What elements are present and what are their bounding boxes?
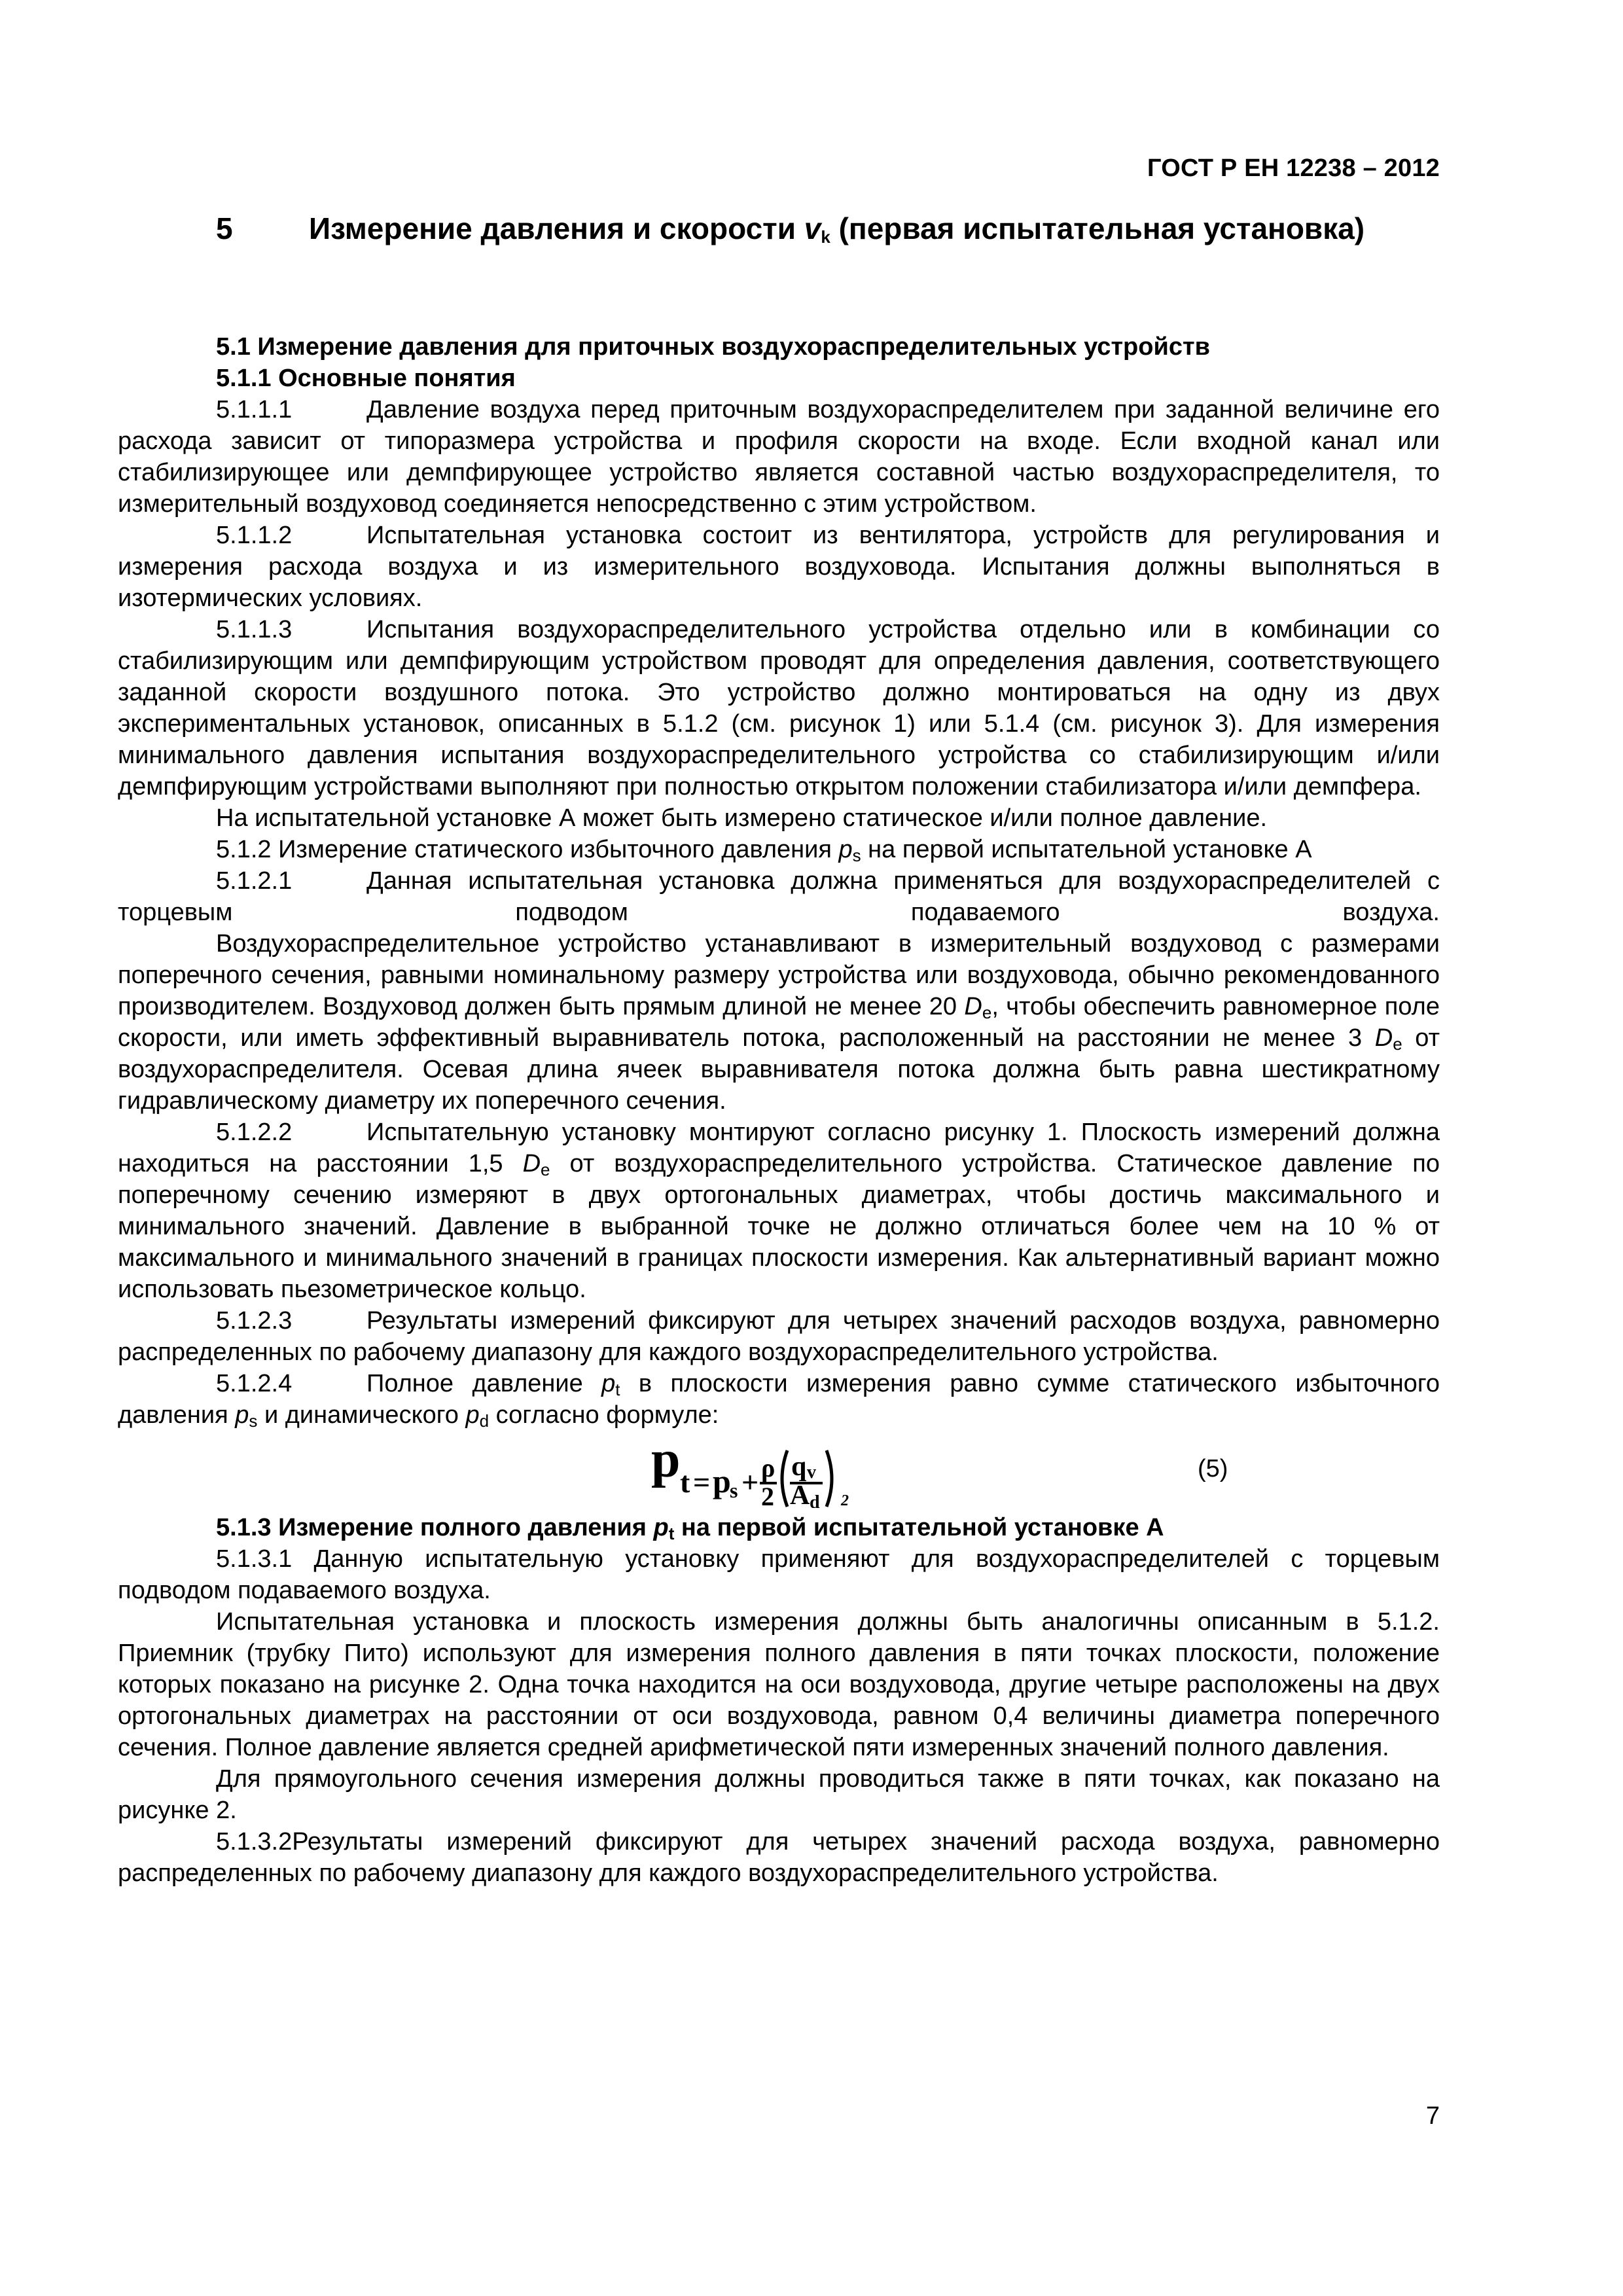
paragraph-text: Испытания воздухораспределительного устройства отдельно или в комбинации со стабилизирующим или демпфирующим устройством проводят для определения давления, соответствующего заданной скорости воздушного потока. Это устройство должно монтироваться на одну из двух экспериментальных установок, описанных в 5.1.2 (см. рисунок 1) или 5.1.4 (см. рисунок 3). Для измерения минимального давления испытания воздухораспределительного устройства со стабилизирующим и/или демпфирующим устройствами выполняют при полностью открытом положении стабилизатора и/или демпфера. [118,616,1440,800]
section-title-part-b: (первая испытательная установка) [830,211,1365,245]
paragraph-text: от воздухораспределительного устройства. Статическое давление по поперечному сечению измеряют в двух ортогональных диаметрах, чтобы достичь максимального и минимального значений. Давление в выбранной точке не должно отличаться более чем на 10 % от максимального и минимального значений в границах плоскости измерения. Как альтернативный вариант можно использовать пьезометрическое кольцо. [118,1150,1440,1303]
document-body [118,331,1440,1889]
formula-two: 2 [761,1482,774,1508]
paragraph-text: согласно формуле: [489,1401,719,1429]
pressure-subscript: d [479,1411,490,1431]
heading-5-1-3 [118,1512,1440,1543]
section-title-part-a: Измерение давления и скорости [309,211,804,245]
paragraph-5-1-2-3 [118,1305,1440,1368]
formula-right-paren [827,1450,832,1507]
heading-5-1-2 [118,834,1440,865]
paragraph-setup-a: На испытательной установке А может быть измерено статическое и/или полное давление. [216,804,1268,832]
paragraph-text: Данная испытательная установка должна применяться для воздухораспределителей с торцевым подводом подаваемого воздуха. [118,867,1440,926]
pressure-variable: p [838,836,853,863]
paragraph-text: Испытательная установка состоит из вентилятора, устройств для регулирования и измерения расхода воздуха и из измерительного воздуховода. Испытания должны выполняться в изотермических условиях. [118,522,1440,612]
formula-rho: ρ [761,1453,776,1482]
heading-text: на первой испытательной установке А [861,836,1312,863]
formula-5-row [118,1436,1440,1508]
formula-plus: + [741,1465,759,1499]
paragraph-text: и динамического [257,1401,466,1429]
clause-number: 5.1.2.1 [216,867,293,895]
clause-number: 5.1.1.1 [216,396,293,423]
section-title-subscript: k [821,227,830,247]
formula-A: A [790,1480,810,1508]
page-number: 7 [1425,2102,1440,2130]
formula-left-paren [782,1450,787,1507]
paragraph-5-1-1-3 [118,614,1440,802]
paragraph-pitot-measurement: Испытательная установка и плоскость измерения должны быть аналогичны описанным в 5.1.2. Приемник (трубку Пито) используют для измерения полного давления в пяти точках плоскости, положение которых показано на рисунке 2. Одна точка находится на оси воздуховода, другие четыре расположены на двух ортогональных диаметрах на расстоянии от оси воздуховода, равном 0,4 величины диаметра поперечного сечения. Полное давление является средней арифметической пяти измеренных значений полного давления. [118,1608,1440,1761]
paragraph-text: Полное давление [366,1370,602,1397]
equation-number: (5) [1198,1455,1228,1482]
clause-number: 5.1.1.2 [216,522,293,549]
heading-5-1: 5.1 Измерение давления для приточных воздухораспределительных устройств [216,333,1210,361]
diameter-variable: D [522,1150,541,1177]
pressure-subscript: s [249,1411,258,1431]
diameter-variable: D [964,993,982,1020]
pressure-variable: p [601,1370,616,1397]
paragraph-text: Результаты измерений фиксируют для четырех значений расходов воздуха, равномерно распределенных по рабочему диапазону для каждого воздухораспределительного устройства. [118,1307,1440,1366]
document-code-header: ГОСТ Р ЕН 12238 – 2012 [1147,154,1440,182]
formula-equals: = [693,1465,711,1499]
paragraph-text: в плоскости измерения равно сумме статического избыточного давления [118,1370,1440,1429]
heading-5-1-1: 5.1.1 Основные понятия [216,365,516,392]
pressure-variable: p [465,1401,480,1429]
paragraph-text: Результаты измерений фиксируют для четырех значений расхода воздуха, равномерно распределенных по рабочему диапазону для каждого воздухораспределительного устройства. [118,1828,1440,1887]
formula-subscript-t: t [680,1465,690,1499]
paragraph-5-1-3-2 [118,1826,1440,1889]
paragraph-text: Данную испытательную установку применяют для воздухораспределителей с торцевым подводом подаваемого воздуха. [118,1545,1440,1604]
heading-text: на первой испытательной установке А [674,1514,1164,1541]
paragraph-rectangular-section: Для прямоугольного сечения измерения должны проводиться также в пяти точках, как показано на рисунке 2. [118,1765,1440,1824]
paragraph-5-1-2-4 [118,1368,1440,1431]
clause-number: 5.1.2.2 [216,1119,293,1146]
paragraph-text: , чтобы обеспечить равномерное поле скорости, или иметь эффективный выравниватель потока, расположенный на расстоянии не менее 3 [118,993,1440,1052]
formula-p: p [651,1436,681,1488]
paragraph-text: от воздухораспределителя. Осевая длина ячеек выравнивателя потока должна быть равна шестикратному гидравлическому диаметру их поперечного сечения. [118,1024,1440,1115]
clause-number: 5.1.1.3 [216,616,293,643]
diameter-subscript: e [541,1160,550,1179]
pressure-subscript: s [852,846,861,865]
paragraph-text: Давление воздуха перед приточным воздухораспределителем при заданной величине его расхода зависит от типоразмера устройства и профиля скорости на входе. Если входной канал или стабилизирующее или демпфирующее устройство является составной частью воздухораспределителя, то измерительный воздуховод соединяется непосредственно с этим устройством. [118,396,1440,518]
diameter-subscript: e [982,1003,992,1022]
section-5-title [118,208,1440,249]
paragraph-text: Воздухораспределительное устройство устанавливают в измерительный воздуховод с размерами поперечного сечения, равными номинальному размеру устройства или воздуховода, обычно рекомендованного производителем. Воздуховод должен быть прямым длиной не менее 20 [118,930,1440,1020]
total-pressure-formula [651,1436,1018,1508]
paragraph-5-1-1-1 [118,394,1440,520]
diameter-subscript: e [1393,1034,1402,1054]
pressure-variable: p [235,1401,249,1429]
formula-exponent: 2 [841,1492,849,1508]
paragraph-5-1-3-1 [118,1543,1440,1606]
paragraph-5-1-2-2 [118,1117,1440,1305]
clause-number: 5.1.2.3 [216,1307,293,1335]
formula-ps: p [713,1463,731,1499]
paragraph-5-1-1-2 [118,520,1440,614]
paragraph-5-1-2-1-line [118,865,1440,928]
section-number: 5 [216,211,233,245]
pressure-subscript: t [668,1524,675,1543]
heading-text: 5.1.2 Измерение статического избыточного давления [216,836,839,863]
section-title-variable: v [804,211,821,245]
clause-number: 5.1.3.2 [216,1828,293,1856]
formula-q: q [791,1452,807,1482]
diameter-variable: D [1374,1024,1393,1052]
paragraph-duct-requirements [118,928,1440,1117]
pressure-subscript: t [615,1380,620,1399]
heading-text: 5.1.3 Измерение полного давления [216,1514,654,1541]
formula-subscript-s: s [730,1479,738,1502]
paragraph-text: Испытательную установку монтируют согласно рисунку 1. Плоскость измерений должна находиться на расстоянии 1,5 [118,1119,1440,1177]
formula-subscript-d: d [810,1492,820,1508]
formula-subscript-v: v [807,1462,816,1482]
clause-number: 5.1.2.4 [216,1370,293,1397]
pressure-variable: p [653,1514,669,1541]
clause-number: 5.1.3.1 [216,1545,293,1573]
